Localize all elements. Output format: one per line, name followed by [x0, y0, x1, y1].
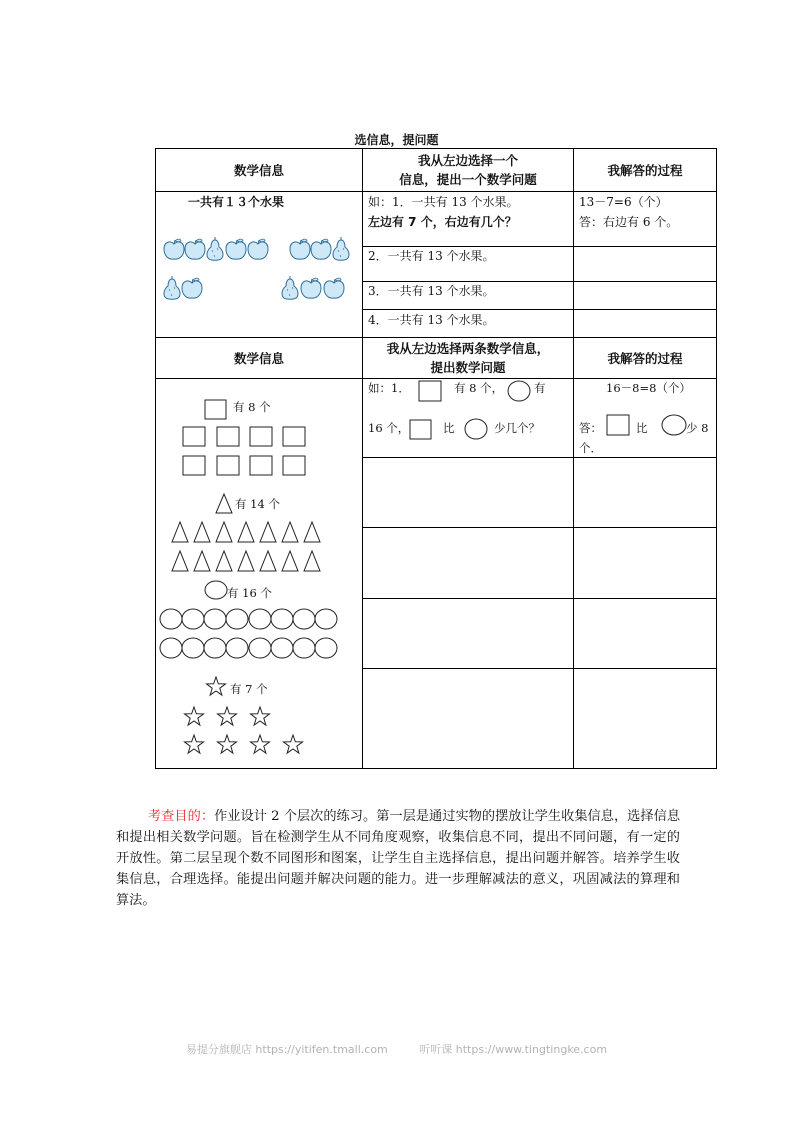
- example-prefix: 如：1．: [368, 381, 410, 395]
- footer-link-tingtingke[interactable]: 听听课 https://www.tingtingke.com: [419, 1043, 608, 1056]
- example-have-8: 有 8 个，: [454, 381, 504, 395]
- answer-calc: 16－8=8（个）: [606, 381, 691, 395]
- stars-label: 有 7 个: [230, 682, 268, 696]
- example-compare: 比: [443, 421, 455, 435]
- example-16: 16 个，: [368, 421, 410, 435]
- fruit-group-left-2: [164, 276, 202, 299]
- header-solution-1: 我解答的过程: [607, 162, 683, 178]
- header-math-info-2: 数学信息: [233, 350, 284, 366]
- example-have: 有: [534, 381, 546, 395]
- footer-link-yitifen[interactable]: 易提分旗舰店 https://yitifen.tmall.com: [185, 1043, 388, 1056]
- squares-label: 有 8 个: [233, 400, 271, 414]
- purpose-text: 作业设计 2 个层次的练习。第一层是通过实物的摆放让学生收集信息，选择信息和提出相关数学问题。旨在检测学生从不同角度观察，收集信息不同，提出不同问题，有一定的开放性。第二层呈现个数不同图形和图案，让学生自主选择信息，提出问题并解答。培养学生收集信息，合理选择。能提出问题并解决问题的能力。进一步理解减法的意义，巩固减法的算理和算法。: [116, 809, 681, 908]
- example-shapes: [410, 381, 686, 439]
- header-math-info-1: 数学信息: [233, 162, 284, 178]
- question-row-4: 4．一共有 13 个水果。: [368, 313, 495, 327]
- fruit-info-title: 一共有１３个水果: [188, 195, 285, 209]
- question-row-3: 3．一共有 13 个水果。: [368, 284, 495, 298]
- purpose-paragraph: [116, 806, 680, 911]
- squares-group: [183, 400, 305, 475]
- header-choose-one: 我从左边选择一个 信息，提出一个数学问题: [399, 153, 537, 187]
- example-answer-1: 13－7=6（个） 答：右边有 6 个。: [579, 195, 679, 229]
- fruit-group-left-1: [164, 237, 268, 260]
- page-title: 选信息，提问题: [354, 133, 439, 147]
- answer-less: 少 8: [686, 421, 709, 435]
- answer-unit: 个．: [579, 441, 602, 455]
- stars-group: [184, 677, 302, 753]
- triangles-group: [172, 494, 320, 571]
- answer-compare: 比: [636, 421, 648, 435]
- question-row-2: 2．一共有 13 个水果。: [368, 249, 495, 263]
- example-question: 少几个？: [494, 421, 540, 435]
- header-choose-two: 我从左边选择两条数学信息， 提出数学问题: [386, 341, 550, 375]
- fruit-group-right-2: [282, 276, 344, 299]
- answer-prefix: 答：: [579, 421, 602, 435]
- fruit-group-right-1: [290, 237, 349, 260]
- circles-label: 有 16 个: [227, 586, 272, 600]
- triangles-label: 有 14 个: [235, 497, 280, 511]
- purpose-label: 考查目的：: [148, 809, 215, 824]
- footer: [0, 1041, 793, 1057]
- circles-group: [160, 581, 337, 658]
- example-question-1: 如：1．一共有 13 个水果。 左边有 7 个，右边有几个？: [368, 195, 519, 229]
- header-solution-2: 我解答的过程: [607, 350, 683, 366]
